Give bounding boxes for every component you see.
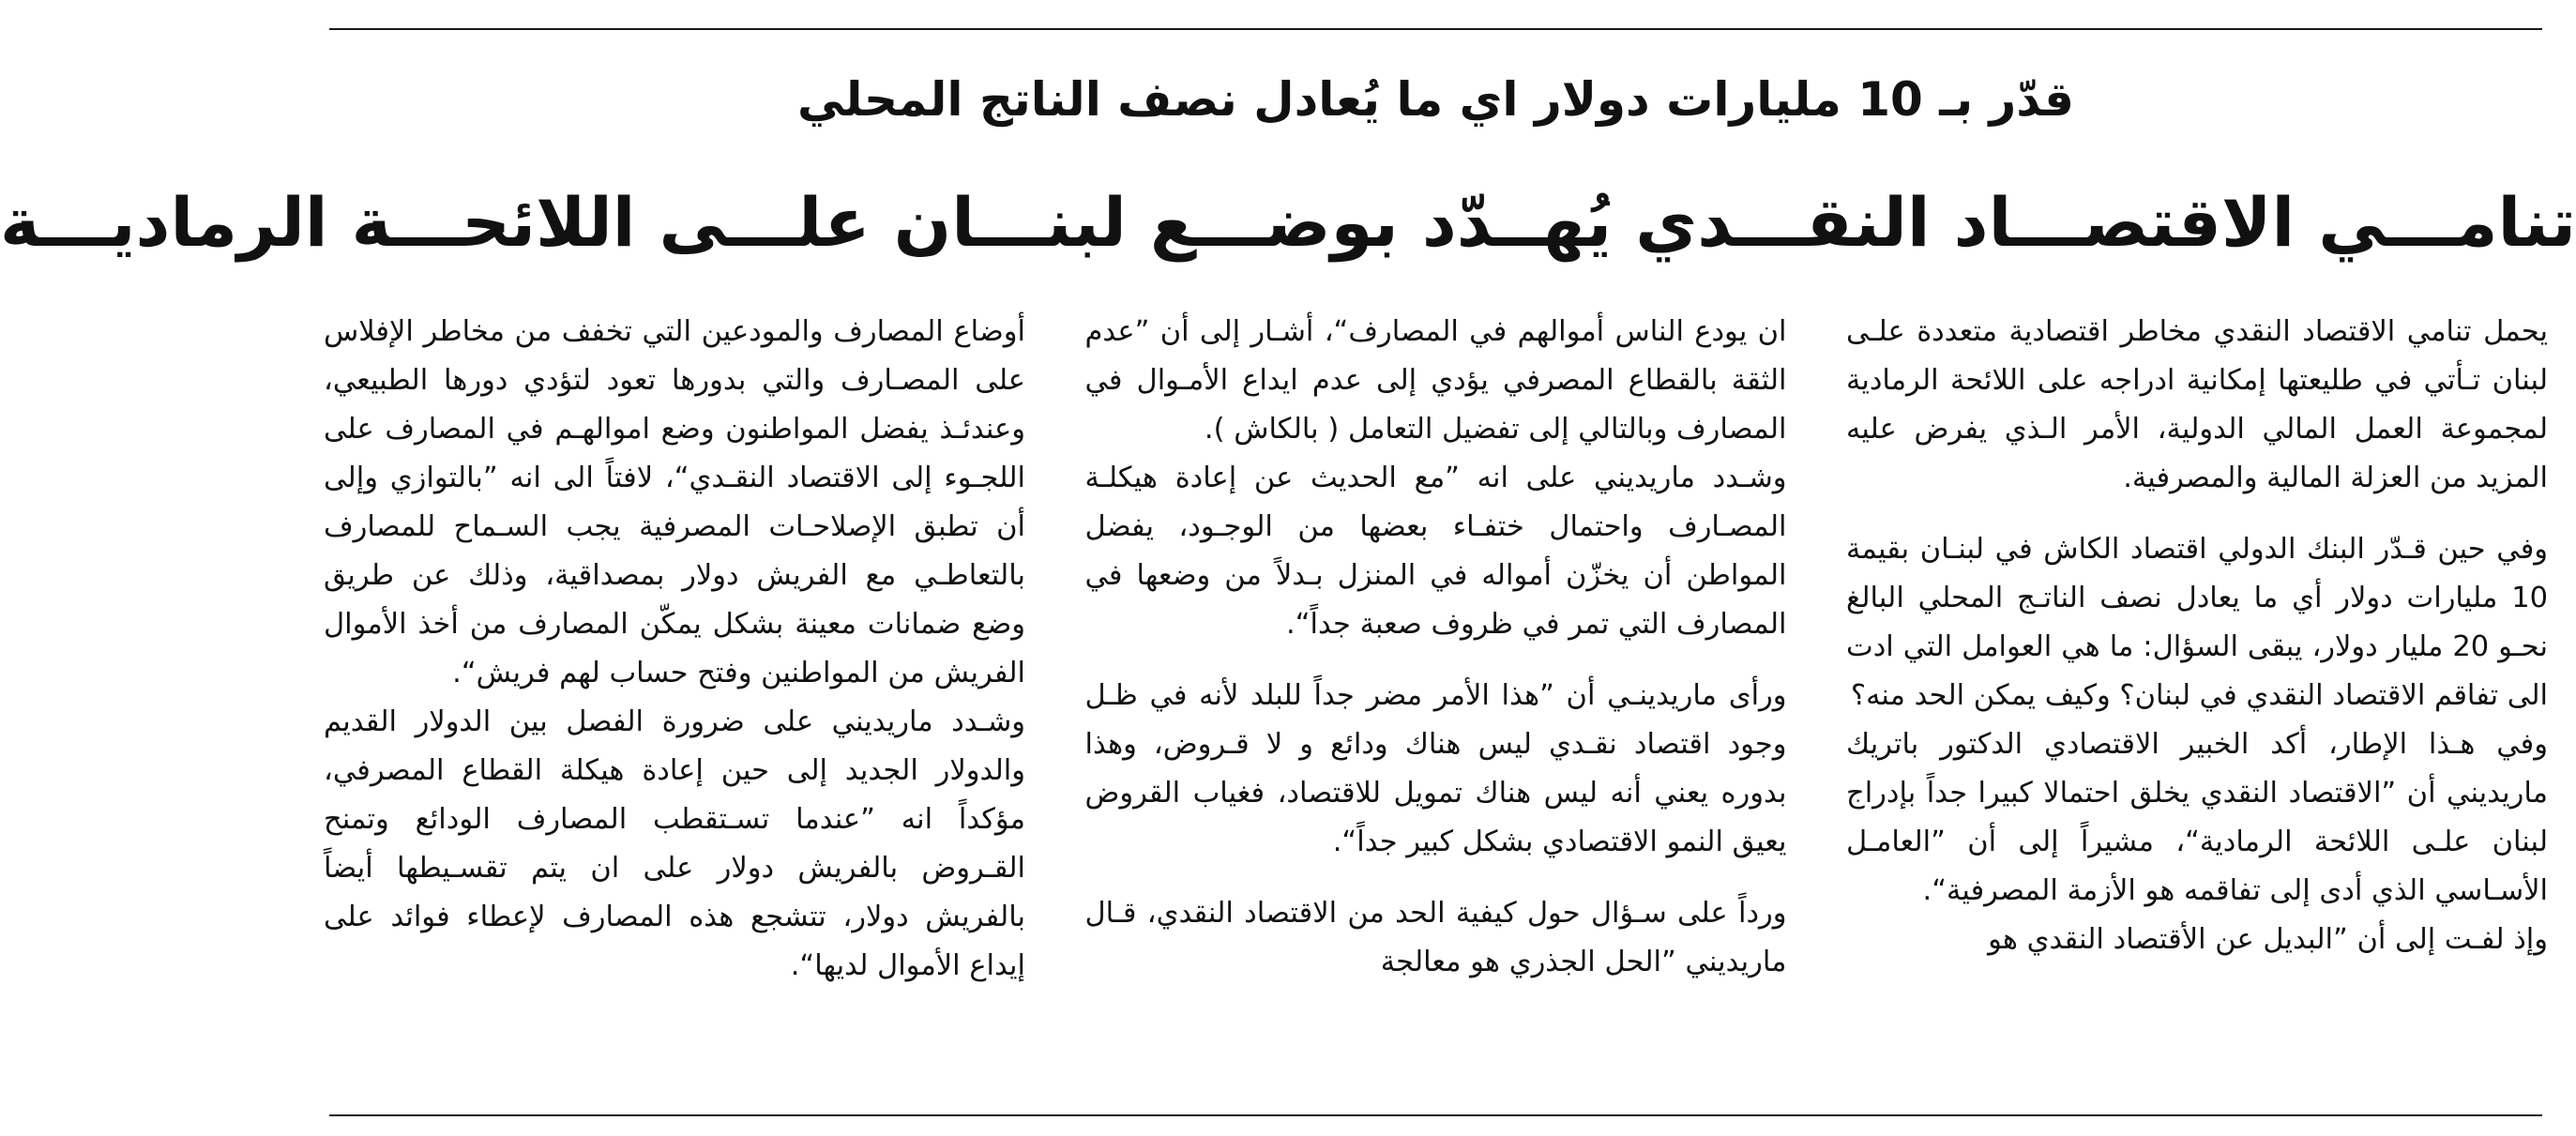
paragraph: وفي حين قـدّر البنك الدولي اقتصاد الكاش في لبنـان بقيمة 10 مليارات دولار أي ما يعادل نصف الناتـج المحلي البالغ نحـو 20 مليار دولار، يبقى السؤال: ما هي العوامل التي ادت الى تفاقم الاقتصاد النقدي في لبنان؟ وكيف يمكن الحد منه؟ xyxy=(1846,533,2548,712)
paragraph: يحمل تنامي الاقتصاد النقدي مخاطر اقتصادية متعددة علـى لبنان تـأتي في طليعتها إمكانية ادراجه على اللائحة الرمادية لمجموعة العمل المالي الدولية، الأمر الـذي يفرض عليه المزيد من العزلة المالية والمصرفية. xyxy=(1846,315,2548,494)
paragraph: ورداً على سـؤال حول كيفية الحد من الاقتصاد النقدي، قـال ماريديني ”الحل الجذري هو معالجة xyxy=(1084,897,1787,978)
article-headline: تنامـــي الاقتصـــاد النقـــدي يُهــدّد بوضـــع لبنـــان علـــى اللائحـــة الرماديـــة xyxy=(0,183,2576,262)
top-divider xyxy=(329,28,2542,30)
paragraph: وشـدد ماريديني على انه ”مع الحديث عن إعادة هيكلـة المصـارف واحتمال ختفـاء بعضها من الوجـود، يفضل المواطن أن يخزّن أمواله في المنزل بـدلاً من وضعها في المصارف التي تمر في ظروف صعبة جداً“. xyxy=(1084,462,1787,641)
bottom-divider xyxy=(329,1114,2542,1116)
paragraph: أوضاع المصارف والمودعين التي تخفف من مخاطر الإفلاس على المصـارف والتي بدورها تعود لتؤدي دورها الطبيعي، وعندئـذ يفضل المواطنون وضع اموالهـم في المصارف على اللجـوء إلى الاقتصاد النقـدي“، لافتاً الى انه ”بالتوازي وإلى أن تطبق الإصلاحـات المصرفية يجب السـماح للمصارف بالتعاطـي مع الفريش دولار بمصداقية، وذلك عن طريق وضع ضمانات معينة بشكل يمكّن المصارف من أخذ الأموال الفريش من المواطنين وفتح حساب لهم فريش“. xyxy=(324,315,1025,689)
column-2 xyxy=(1085,308,1787,1103)
paragraph: ان يودع الناس أموالهم في المصارف“، أشـار إلى أن ”عدم الثقة بالقطاع المصرفي يؤدي إلى عدم ايداع الأمـوال في المصارف وبالتالي إلى تفضيل التعامل ( بالكاش ). xyxy=(1084,315,1787,446)
column-3 xyxy=(324,308,1025,1103)
article-kicker: قدّر بـ 10 مليارات دولار اي ما يُعادل نصف الناتج المحلي xyxy=(797,72,2074,127)
paragraph: وفي هـذا الإطار، أكد الخبير الاقتصادي الدكتور باتريك ماريديني أن ”الاقتصاد النقدي يخلق احتمالا كبيرا جداً بإدراج لبنان علـى اللائحة الرمادية“، مشيراً إلى أن ”العامـل الأسـاسي الذي أدى إلى تفاقمه هو الأزمة المصرفية“. xyxy=(1846,728,2548,907)
paragraph: وشـدد ماريديني على ضرورة الفصل بين الدولار القديم والدولار الجديد إلى حين إعادة هيكلة القطاع المصرفي، مؤكداً انه ”عندما تسـتقطب المصارف الودائع وتمنح القـروض بالفريش دولار على ان يتم تقسـيطها أيضاً بالفريش دولار، تتشجع هذه المصارف لإعطاء فوائد على إيداع الأموال لديها“. xyxy=(324,705,1025,982)
column-1 xyxy=(1846,308,2548,1103)
paragraph: ورأى ماريدينـي أن ”هذا الأمر مضر جداً للبلد لأنه في ظـل وجود اقتصاد نقـدي ليس هناك ودائع و لا قـروض، وهذا بدوره يعني أنه ليس هناك تمويل للاقتصاد، فغياب القروض يعيق النمو الاقتصادي بشكل كبير جداً“. xyxy=(1084,679,1787,858)
paragraph: وإذ لفـت إلى أن ”البديل عن الأقتصاد النقدي هو xyxy=(1988,923,2548,956)
article-body xyxy=(324,308,2548,1103)
